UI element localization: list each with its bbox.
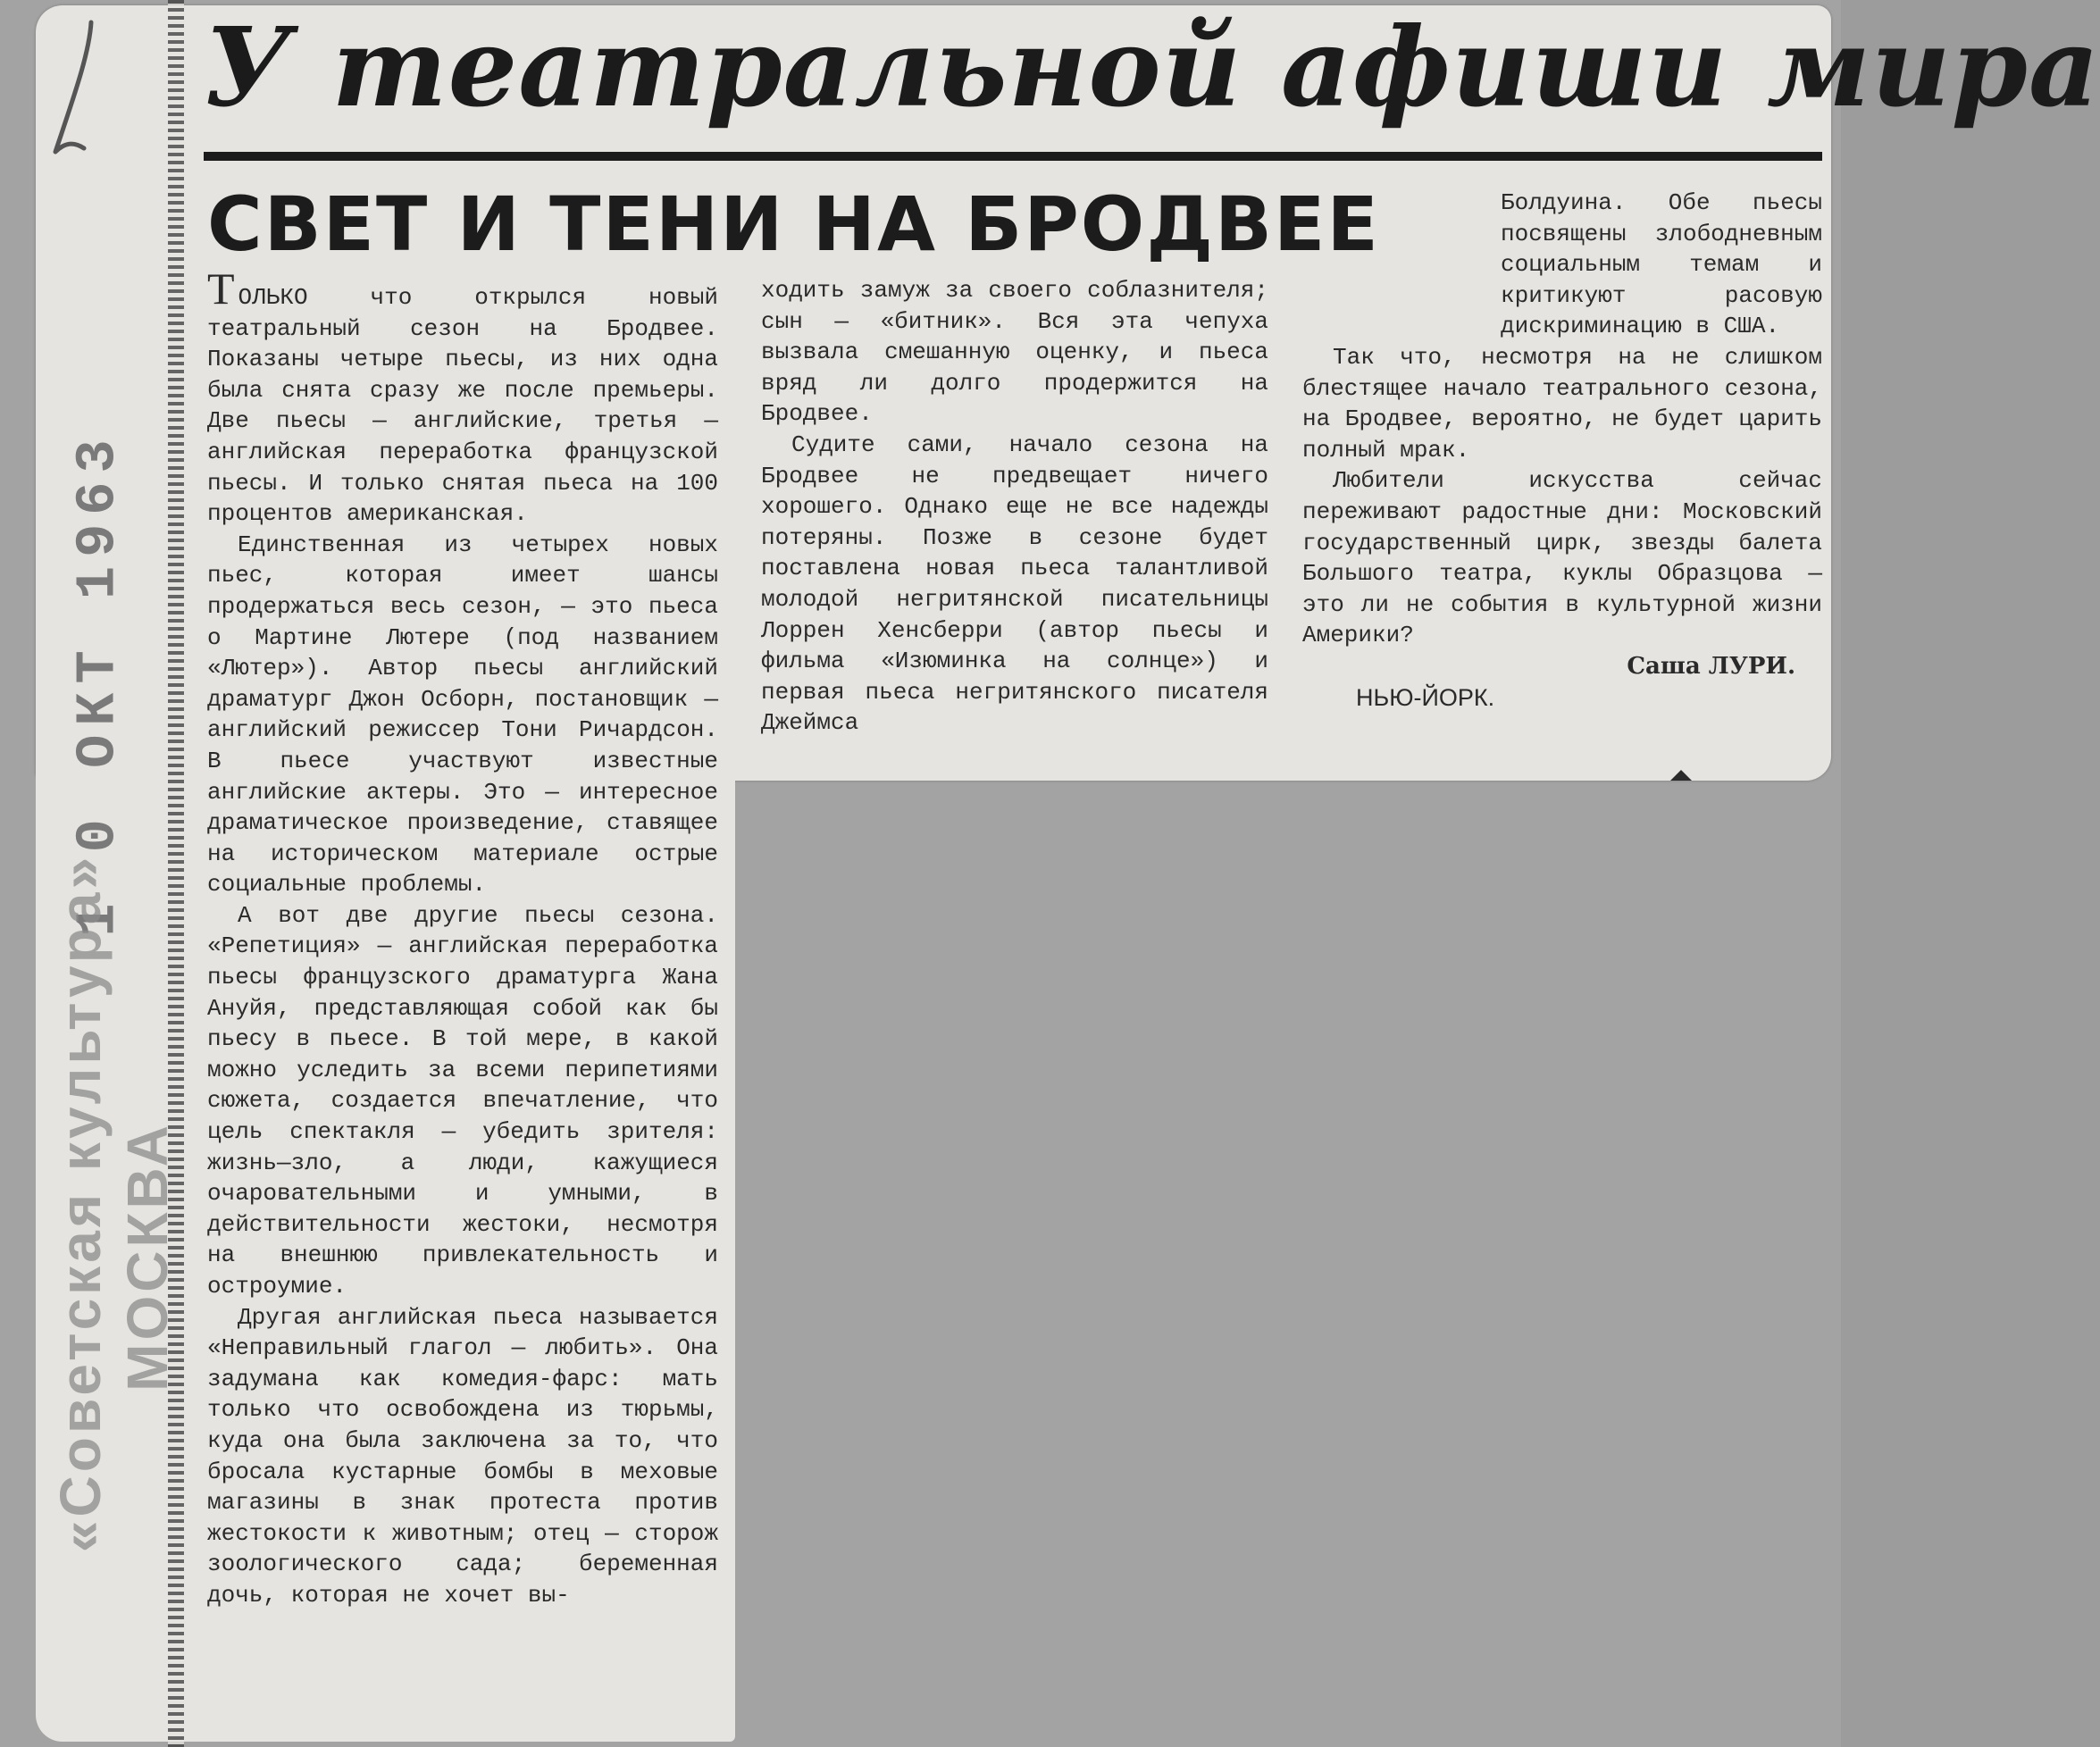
paragraph: Так что, несмотря на не слишком блестящее начало театрального сезона, на Бродвее, вероятно, не будет царить полный мрак. xyxy=(1302,343,1822,464)
paragraph: Болдуина. Обе пьесы посвящены злободневным социальным темам и критикуют расовую дискриминацию в США. xyxy=(1501,189,1822,340)
paragraph: Другая английская пьеса называется «Неправильный глагол — любить». Она задумана как комедия-фарс: мать только что освобождена из тюрьмы, куда она была заключена за то, что бросала кустарные бомбы в меховые магазины в знак протеста против жестокости к животным; отец — сторож зоологического сада; беременная дочь, которая не хочет вы- xyxy=(207,1303,718,1609)
dateline: НЬЮ-ЙОРК. xyxy=(1356,683,1495,711)
paragraph: Любители искусства сейчас переживают радостные дни: Московский государственный цирк, звезды балета Большого театра, куклы Образцова — это ли не события в культурной жизни Америки? xyxy=(1302,467,1822,649)
stamp-date: 1 0 ОКТ 1963 xyxy=(66,430,130,937)
article-headline: СВЕТ И ТЕНИ НА БРОДВЕЕ xyxy=(207,180,1380,268)
edge-mark xyxy=(1670,770,1692,781)
paragraph: Судите сами, начало сезона на Бродвее не предвещает ничего хорошего. Однако еще не все надежды потеряны. Позже в сезоне будет поставлена новая пьеса талантливой молодой негритянской писательницы Лоррен Хенсберри (автор пьесы и фильма «Изюминка на солнце») и первая пьеса негритянского писателя Джеймса xyxy=(761,430,1268,737)
archive-stamp xyxy=(48,259,188,1553)
paragraph: ходить замуж за своего соблазнителя; сын — «битник». Вся эта чепуха вызвала смешанную оценку, и пьеса вряд ли долго продержится на Бродвее. xyxy=(761,277,1268,428)
stamp-newspaper: «Советская культура» xyxy=(48,853,113,1553)
article-column-1 xyxy=(207,263,718,1611)
paragraph: Единственная из четырех новых пьес, которая имеет шансы продержаться весь сезон, — это пьеса о Мартине Лютере (под названием «Лютер»). Автор пьесы английский драматург Джон Осборн, постановщик — английский режиссер Тони Ричардсон. В пьесе участвуют известные английские актеры. Это — интересное драматическое произведение, ставящее на историческом материале острые социальные проблемы. xyxy=(207,531,718,899)
paragraph: ТОЛЬКО что открылся новый театральный сезон на Бродвее. Показаны четыре пьесы, из них одна была снята сразу же после премьеры. Две пьесы — английские, третья — английская переработка французской пьесы. И только снятая пьеса на 100 процентов американская. xyxy=(207,263,718,528)
paragraph: А вот две другие пьесы сезона. «Репетиция» — английская переработка пьесы французского драматурга Жана Ануйя, представляющая собой как бы пьесу в пьесе. В той мере, в какой можно уследить за всеми перипетиями сюжета, создается впечатление, что цель спектакля — убедить зрителя: жизнь—зло, а люди, кажущиеся очаровательными и умными, в действительности жестоки, несмотря на внешнюю привлекательность и остроумие. xyxy=(207,901,718,1300)
stamp-city: МОСКВА xyxy=(115,1122,180,1392)
rubric-title: У театральной афиши мира xyxy=(204,3,2100,131)
drop-cap: Т xyxy=(207,263,235,313)
pen-mark-icon xyxy=(46,18,109,170)
rubric-rule xyxy=(204,152,1822,161)
article-column-3 xyxy=(1302,188,1822,713)
author-signature: Саша ЛУРИ. xyxy=(1627,652,1795,680)
article-column-2 xyxy=(761,275,1268,739)
